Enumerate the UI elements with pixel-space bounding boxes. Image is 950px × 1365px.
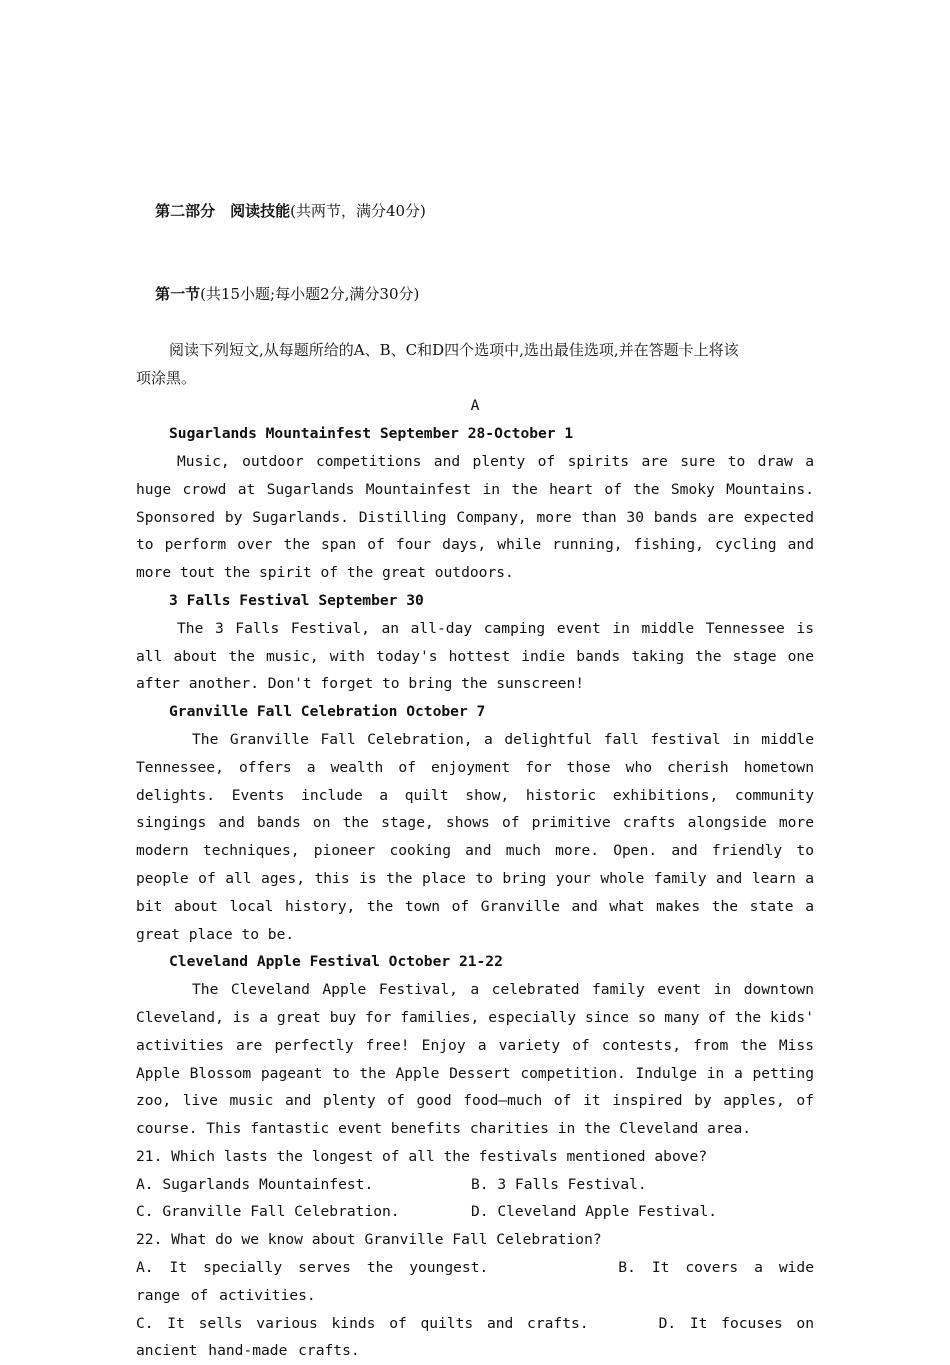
exam-page: [136, 170, 814, 1365]
option-row: [136, 1310, 814, 1365]
option-b: B. It covers a wide range of activities.: [136, 1259, 814, 1304]
section-heading: [136, 253, 814, 336]
option-c: C. Granville Fall Celebration.: [136, 1203, 400, 1221]
event-title: Sugarlands Mountainfest September 28-October 1: [169, 425, 574, 443]
option-a: A. It specially serves the youngest.: [136, 1259, 489, 1277]
event-description: The Granville Fall Celebration, a delightful fall festival in middle Tennessee, offers a wealth of enjoyment for those who cherish hometown delights. Events include a quilt show, historic exhibitions, community singings and bands on the stage, shows of primitive crafts alongside more modern techniques, pioneer cooking and much more. Open. and friendly to people of all ages, this is the place to bring your whole family and learn a bit about local history, the town of Granville and what makes the state a great place to be.: [136, 730, 814, 943]
question-stem: 22. What do we know about Granville Fall Celebration?: [136, 1231, 602, 1249]
question-stem: 21. Which lasts the longest of all the festivals mentioned above?: [136, 1147, 708, 1165]
event-title: Granville Fall Celebration October 7: [169, 703, 486, 721]
event-description: Music, outdoor competitions and plenty of spirits are sure to draw a huge crowd at Sugarlands Mountainfest in the heart of the Smoky Mountains. Sponsored by Sugarlands. Distilling Company, more than 30 bands are expected to perform over the span of four days, while running, fishing, cycling and more tout the spirit of the great outdoors.: [136, 452, 814, 582]
section-title: 第一节: [155, 285, 201, 304]
part-title: 第二部分 阅读技能: [155, 201, 291, 220]
event-description: The 3 Falls Festival, an all-day camping event in middle Tennessee is all about the music, with today's hottest indie bands taking the stage one after another. Don't forget to bring the sunscreen!: [136, 619, 814, 693]
part-score: (共两节，满分40分): [290, 201, 426, 220]
instruction-line-2: 项涂黑。: [136, 368, 197, 387]
option-d: D. It focuses on ancient hand-made crafts.: [136, 1314, 814, 1360]
option-row: [136, 1171, 814, 1199]
instruction-line-1: 阅读下列短文,从每题所给的A、B、C和D四个选项中,选出最佳选项,并在答题卡上将该: [169, 340, 739, 359]
passage-label: A: [470, 397, 480, 415]
event-title: Cleveland Apple Festival October 21-22: [169, 953, 503, 971]
option-c: C. It sells various kinds of quilts and crafts.: [136, 1314, 589, 1332]
part-heading: [136, 170, 814, 253]
section-score: (共15小题;每小题2分,满分30分): [200, 285, 420, 304]
option-b: B. 3 Falls Festival.: [471, 1175, 647, 1193]
event-description: The Cleveland Apple Festival, a celebrated family event in downtown Cleveland, is a great buy for families, especially since so many of the kids' activities are perfectly free! Enjoy a variety of contests, from the Miss Apple Blossom pageant to the Apple Dessert competition. Indulge in a petting zoo, live music and plenty of good food—much of it inspired by apples, of course. This fantastic event benefits charities in the Cleveland area.: [136, 981, 814, 1138]
option-d: D. Cleveland Apple Festival.: [471, 1203, 718, 1221]
event-title: 3 Falls Festival September 30: [169, 591, 424, 609]
option-a: A. Sugarlands Mountainfest.: [136, 1175, 374, 1193]
option-row: [136, 1198, 814, 1226]
option-row: [136, 1254, 814, 1310]
